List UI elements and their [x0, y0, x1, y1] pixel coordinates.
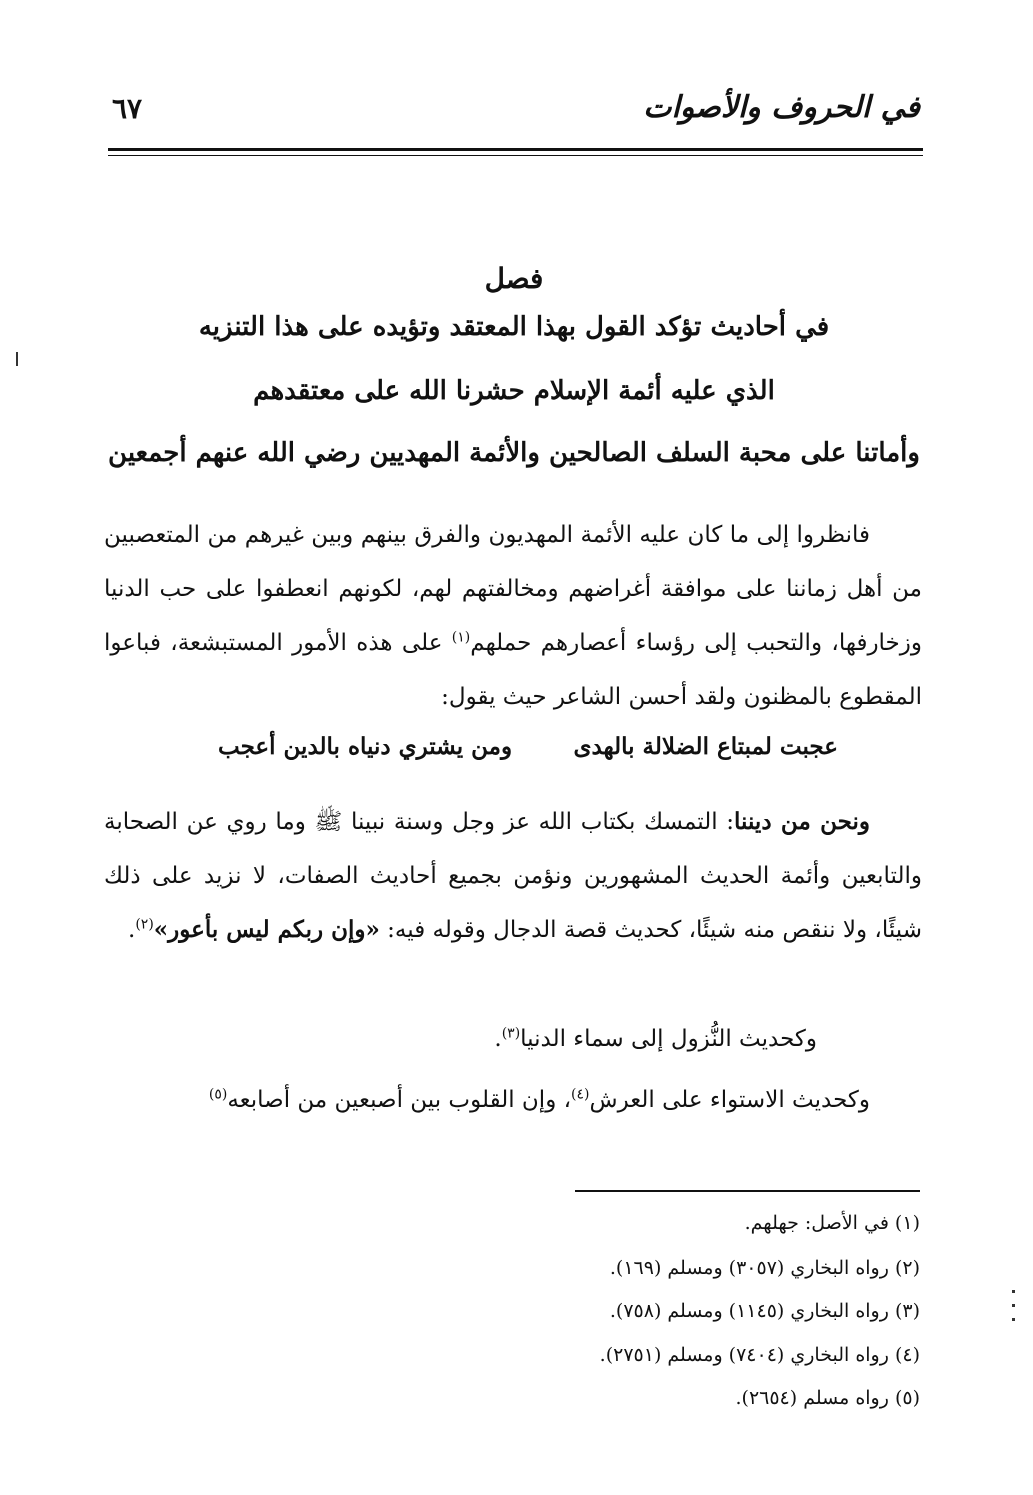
paragraph-1 [104, 508, 922, 724]
footnote-1: (١) في الأصل: جهلهم. [744, 1212, 920, 1234]
footnote-5: (٥) رواه مسلم (٢٦٥٤). [735, 1387, 920, 1409]
scan-mark [16, 352, 18, 366]
paragraph-3-text: وكحديث النُّزول إلى سماء الدنيا [520, 1026, 817, 1052]
footnote-ref-2: (٢) [135, 916, 154, 933]
paragraph-1-text-b: على هذه الأمور المستبشعة، فباعوا المقطوع بالمظنون ولقد أحسن الشاعر حيث يقول: [104, 630, 922, 710]
paragraph-4 [104, 1073, 922, 1127]
verse-first-hemistich: عجبت لمبتاع الضلالة بالهدى [573, 733, 838, 760]
footnote-4: (٤) رواه البخاري (٧٤٠٤) ومسلم (٢٧٥١). [599, 1344, 920, 1366]
footnote-3: (٣) رواه البخاري (١١٤٥) ومسلم (٧٥٨). [609, 1300, 920, 1322]
paragraph-3-end: . [494, 1026, 502, 1052]
footnote-ref-4: (٤) [571, 1086, 590, 1103]
paragraph-2-lead: ونحن من ديننا [734, 808, 870, 835]
scan-mark [1012, 1318, 1015, 1321]
section-title-line-3: وأماتنا على محبة السلف الصالحين والأئمة المهديين رضي الله عنهم أجمعين [108, 438, 920, 468]
footnote-ref-1: (١) [451, 629, 471, 646]
section-label: فصل [484, 262, 544, 295]
scan-mark [1012, 1304, 1015, 1307]
paragraph-2-end: . [128, 917, 136, 943]
paragraph-4-text-b: ، وإن القلوب بين أصبعين من أصابعه [227, 1087, 572, 1113]
footnote-separator [575, 1190, 920, 1192]
footnote-ref-3: (٣) [501, 1025, 521, 1042]
running-header-title: في الحروف والأصوات [643, 90, 920, 125]
paragraph-2-text: : التمسك بكتاب الله عز وجل وسنة نبينا ﷺ وما روي عن الصحابة والتابعين وأئمة الحديث المشهورين ونؤمن بجميع أحاديث الصفات، لا نزيد على ذلك شيئًا، ولا ننقص منه شيئًا، كحديث قصة الدجال وقوله فيه: [104, 809, 922, 943]
paragraph-2 [104, 795, 922, 957]
scan-mark [1012, 1290, 1015, 1293]
header-rule-thick [108, 148, 923, 151]
footnote-2: (٢) رواه البخاري (٣٠٥٧) ومسلم (١٦٩). [609, 1257, 920, 1279]
hadith-quote: «وإن ربكم ليس بأعور» [153, 916, 380, 943]
paragraph-3 [104, 1012, 869, 1066]
header-rule-thin [108, 155, 923, 156]
running-header [108, 90, 920, 136]
paragraph-4-text-a: وكحديث الاستواء على العرش [589, 1087, 870, 1113]
footnote-ref-5: (٥) [208, 1086, 228, 1103]
paragraph-1-text-a: فانظروا إلى ما كان عليه الأئمة المهديون والفرق بينهم وبين غيرهم من المتعصبين من أهل زماننا على موافقة أغراضهم ومخالفتهم لهم، لكونهم انعطفوا على حب الدنيا وزخارفها، والتحبب إلى رؤساء أعصارهم حملهم [104, 522, 922, 656]
section-title-line-2: الذي عليه أئمة الإسلام حشرنا الله على معتقدهم [253, 376, 775, 406]
verse-second-hemistich: ومن يشتري دنياه بالدين أعجب [218, 733, 513, 760]
poetry-verse [188, 733, 838, 783]
section-title-line-1: في أحاديث تؤكد القول بهذا المعتقد وتؤيده على هذا التنزيه [198, 312, 830, 342]
page-number: ٦٧ [112, 92, 143, 125]
